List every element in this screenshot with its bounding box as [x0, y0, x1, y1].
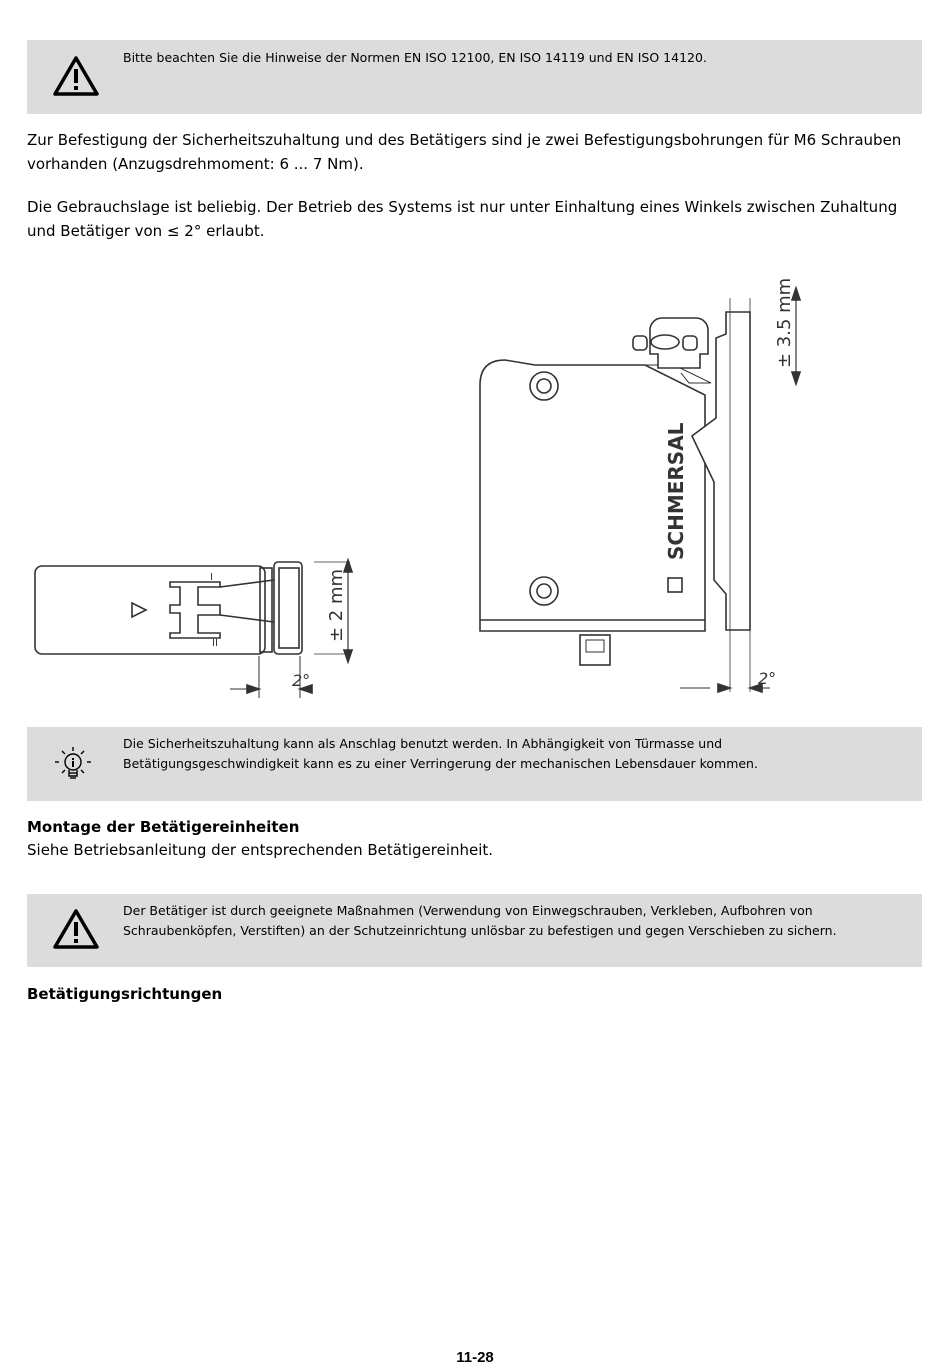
montage-text: Siehe Betriebsanleitung der entsprechenden Betätigereinheit.	[27, 841, 494, 859]
directions-heading: Betätigungsrichtungen	[27, 985, 223, 1003]
warning-note-actuator	[27, 894, 922, 967]
warning-text: Der Betätiger ist durch geeignete Maßnahmen (Verwendung von Einwegschrauben, Verkleben, Aufbohren von Schraubenköpfen, Verstiften) an der Schutzeinrichtung unlösbar zu befestigen und gegen Verschieben zu sichern.	[123, 903, 837, 938]
warning-text: Bitte beachten Sie die Hinweise der Normen EN ISO 12100, EN ISO 14119 und EN ISO 14120.	[123, 50, 707, 65]
pos-ii-label: II	[212, 638, 218, 649]
montage-heading: Montage der Betätigereinheiten	[27, 818, 300, 836]
lightbulb-info-icon	[53, 745, 93, 789]
warning-triangle-icon	[53, 55, 99, 101]
warning-triangle-icon	[53, 908, 99, 954]
position-paragraph: Die Gebrauchslage ist beliebig. Der Betrieb des Systems ist nur unter Einhaltung eines Winkels zwischen Zuhaltung und Betätiger von ≤ 2° erlaubt.	[27, 198, 898, 240]
mounting-paragraph: Zur Befestigung der Sicherheitszuhaltung und des Betätigers sind je zwei Befestigungsbohrungen für M6 Schrauben vorhanden (Anzugsdrehmoment: 6 ... 7 Nm).	[27, 131, 902, 173]
warning-note-standards	[27, 40, 922, 114]
right-angle-label: 2°	[758, 669, 777, 688]
angle-tolerance-figure	[30, 270, 810, 706]
tip-note-stop	[27, 727, 922, 801]
right-tolerance-label: ± 3.5 mm	[774, 277, 795, 368]
left-tolerance-label: ± 2 mm	[326, 568, 347, 642]
front-view-drawing	[480, 288, 800, 692]
page-number: 11-28	[456, 1349, 494, 1366]
tip-text: Die Sicherheitszuhaltung kann als Anschlag benutzt werden. In Abhängigkeit von Türmasse und Betätigungsgeschwindigkeit kann es zu einer Verringerung der mechanischen Lebensdauer kommen.	[123, 736, 758, 771]
left-angle-label: 2°	[292, 671, 311, 690]
brand-label: SCHMERSAL	[664, 422, 688, 560]
pos-i-label: I	[210, 572, 213, 583]
